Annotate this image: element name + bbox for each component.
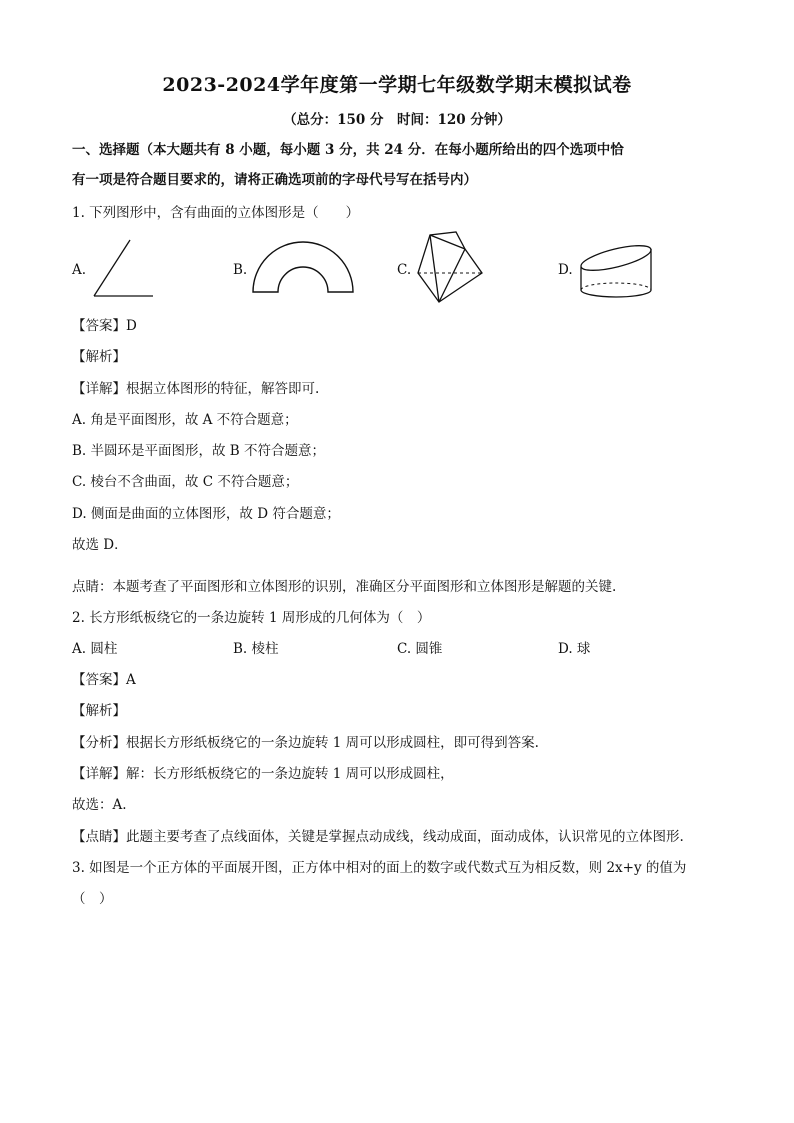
- q1-line-c: C. 棱台不含曲面，故 C 不符合题意；: [72, 474, 299, 490]
- q2-stem: 2. 长方形纸板绕它的一条边旋转 1 周形成的几何体为（ ）: [72, 610, 431, 626]
- q1-stem: 1. 下列图形中，含有曲面的立体图形是（ ）: [72, 205, 360, 221]
- q3-stem: 3. 如图是一个正方体的平面展开图，正方体中相对的面上的数字或代数式互为相反数，则 2x+y 的值为: [72, 860, 687, 876]
- page-subtitle: （总分：150 分 时间：120 分钟）: [283, 112, 511, 128]
- q1-analysis: 【解析】: [72, 349, 126, 365]
- q2-analysis: 【解析】: [72, 703, 126, 719]
- frustum-figure: [412, 229, 484, 305]
- section1-heading-line1: 一、选择题（本大题共有 8 小题，每小题 3 分，共 24 分．在每小题所给出的四个选项中恰: [72, 142, 624, 158]
- q1-choose: 故选 D．: [72, 537, 128, 553]
- q1-option-a-label: A.: [72, 262, 87, 278]
- q2-option-a: A. 圆柱: [72, 641, 118, 657]
- q2-choose: 故选：A.: [72, 797, 127, 813]
- q1-line-a: A. 角是平面图形，故 A 不符合题意；: [72, 412, 298, 428]
- q2-option-c: C. 圆锥: [397, 641, 443, 657]
- q1-line-b: B. 半圆环是平面图形，故 B 不符合题意；: [72, 443, 326, 459]
- q1-answer: 【答案】D: [72, 318, 137, 334]
- q1-option-c-label: C.: [397, 262, 412, 278]
- q3-paren: （ ）: [72, 891, 113, 907]
- q1-detail: 【详解】根据立体图形的特征，解答即可.: [72, 381, 320, 397]
- q1-comment: 点睛：本题考查了平面图形和立体图形的识别，准确区分平面图形和立体图形是解题的关键.: [72, 579, 617, 595]
- semicircle-ring-figure: [250, 238, 356, 296]
- cylinder-figure: [578, 238, 658, 298]
- q2-fenxi: 【分析】根据长方形纸板绕它的一条边旋转 1 周可以形成圆柱，即可得到答案.: [72, 735, 539, 751]
- q1-option-d-label: D.: [558, 262, 573, 278]
- section1-heading-line2: 有一项是符合题目要求的，请将正确选项前的字母代号写在括号内）: [72, 172, 477, 188]
- q2-answer: 【答案】A: [72, 672, 136, 688]
- q2-option-b: B. 棱柱: [233, 641, 279, 657]
- angle-figure: [90, 235, 156, 299]
- q2-detail: 【详解】解：长方形纸板绕它的一条边旋转 1 周可以形成圆柱，: [72, 766, 454, 782]
- page-title: 2023-2024学年度第一学期七年级数学期末模拟试卷: [162, 74, 632, 96]
- q2-option-d: D. 球: [558, 641, 591, 657]
- q1-option-b-label: B.: [233, 262, 248, 278]
- q2-comment: 【点睛】此题主要考查了点线面体，关键是掌握点动成线，线动成面，面动成体，认识常见的立体图形.: [72, 829, 684, 845]
- q1-line-d: D. 侧面是曲面的立体图形，故 D 符合题意；: [72, 506, 340, 522]
